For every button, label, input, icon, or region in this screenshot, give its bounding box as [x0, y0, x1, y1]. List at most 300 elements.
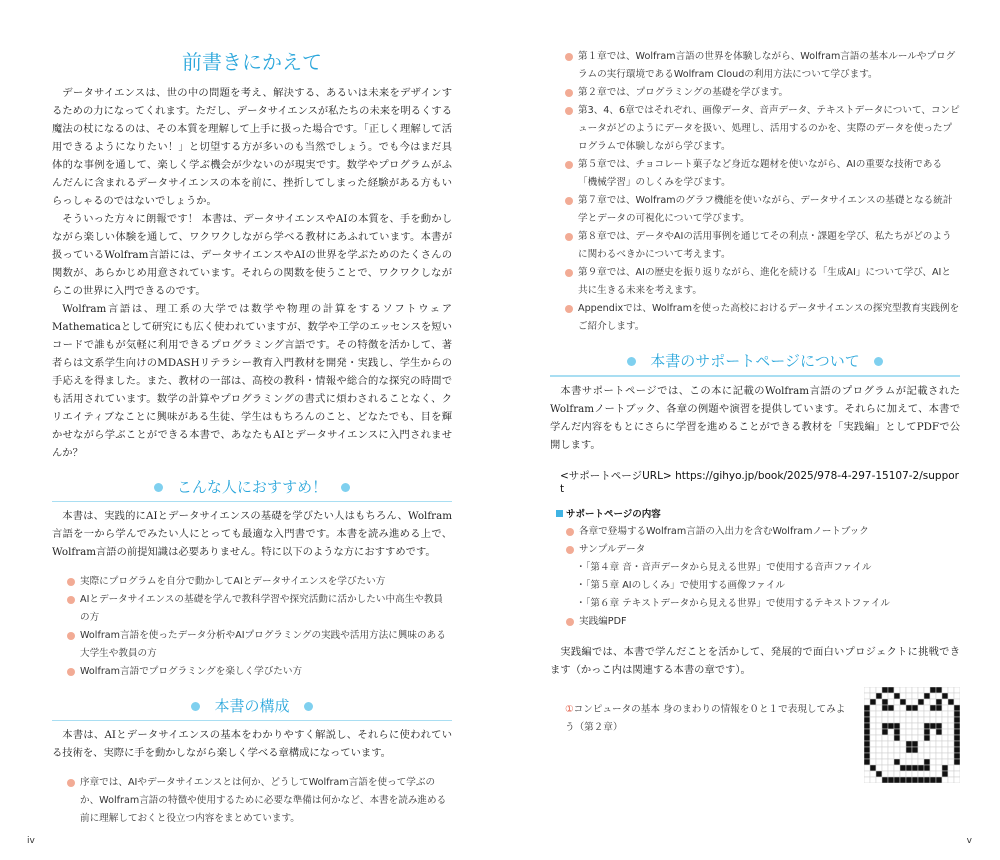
pixel-cell [906, 765, 912, 771]
support-heading [550, 350, 960, 377]
pixel-cell [870, 717, 876, 723]
pixel-cell [882, 711, 888, 717]
list-item: 第９章では、AIの歴史を振り返りながら、進化を続ける「生成AI」について学び、AIと共に生きる未来を考えます。 [565, 264, 960, 300]
pixel-cell [918, 729, 924, 735]
pixel-cell [912, 717, 918, 723]
pixel-cell [906, 687, 912, 693]
pixel-cell [906, 759, 912, 765]
pixel-cell [906, 699, 912, 705]
pixel-cell [900, 735, 906, 741]
pixel-cell [876, 729, 882, 735]
pixel-cell [924, 759, 930, 765]
pixel-cell [888, 735, 894, 741]
pixel-cell [918, 717, 924, 723]
pixel-cell [870, 687, 876, 693]
pixel-cell [942, 777, 948, 783]
bullet-icon [565, 269, 573, 277]
pixel-cell [918, 741, 924, 747]
pixel-cell [918, 687, 924, 693]
pixel-cell [948, 699, 954, 705]
pixel-cell [876, 723, 882, 729]
pixel-cell [936, 777, 942, 783]
pixel-cell [918, 765, 924, 771]
pixel-cell [900, 693, 906, 699]
pixel-cell [894, 717, 900, 723]
pixel-cell [918, 747, 924, 753]
pixel-cell [900, 699, 906, 705]
pixel-cell [942, 729, 948, 735]
pixel-cell [924, 771, 930, 777]
pixel-cell [930, 705, 936, 711]
pixel-cell [894, 699, 900, 705]
pixel-cell [876, 717, 882, 723]
pixel-cell [948, 759, 954, 765]
pixel-cell [882, 723, 888, 729]
pixel-cell [948, 705, 954, 711]
pixel-cell [870, 735, 876, 741]
pixel-cell [924, 741, 930, 747]
pixel-cell [900, 771, 906, 777]
recommend-heading [52, 476, 452, 502]
pixel-cell [936, 753, 942, 759]
pixel-cell [918, 759, 924, 765]
pixel-cell [900, 753, 906, 759]
pixel-cell [918, 693, 924, 699]
pixel-cell [918, 723, 924, 729]
list-item: Wolfram言語でプログラミングを楽しく学びたい方 [67, 663, 452, 681]
structure-list [67, 774, 452, 828]
pixel-cell [888, 699, 894, 705]
pixel-cell [912, 771, 918, 777]
pixel-cell [942, 687, 948, 693]
pixel-cell [906, 735, 912, 741]
dot-icon [627, 357, 636, 366]
pixel-cell [912, 687, 918, 693]
pixel-cell [894, 747, 900, 753]
pixel-cell [888, 687, 894, 693]
bullet-icon [565, 107, 573, 115]
pixel-cell [948, 729, 954, 735]
pixel-cell [864, 765, 870, 771]
bullet-icon [566, 528, 574, 536]
pixel-cell [954, 777, 960, 783]
bullet-icon [566, 618, 574, 626]
bullet-icon [67, 596, 75, 604]
pixel-cell [876, 777, 882, 783]
support-paragraph: 本書サポートページでは、この本に記載のWolfram言語のプログラムが記載されたWolframノートブック、各章の例題や演習を提供しています。それらに加えて、本書で学んだ内容をもとにさらに学習を進めることができる教材を「実践編」としてPDFで公開します。 [550, 385, 960, 451]
pixel-cell [906, 729, 912, 735]
pixel-cell [954, 729, 960, 735]
pixel-cell [888, 711, 894, 717]
bullet-icon [67, 578, 75, 586]
list-item: 第１章では、Wolfram言語の世界を体験しながら、Wolfram言語の基本ルールやプログラムの実行環境であるWolfram Cloudの利用方法について学びます。 [565, 48, 960, 84]
pixel-cell [912, 741, 918, 747]
pixel-cell [900, 759, 906, 765]
right-page [500, 0, 1000, 860]
pixel-cell [906, 777, 912, 783]
pixel-cell [864, 759, 870, 765]
pixel-cell [918, 711, 924, 717]
pixel-cell [900, 765, 906, 771]
pixel-cell [912, 753, 918, 759]
pixel-cell [882, 693, 888, 699]
pixel-cell [924, 705, 930, 711]
list-item: Wolfram言語を使ったデータ分析やAIプログラミングの実践や活用方法に興味のある大学生や教員の方 [67, 627, 452, 663]
pixel-cell [930, 759, 936, 765]
pixel-cell [882, 687, 888, 693]
pixel-cell [954, 771, 960, 777]
pixel-cell [912, 765, 918, 771]
pixel-cell [948, 753, 954, 759]
pixel-cell [900, 729, 906, 735]
pixel-cell [882, 699, 888, 705]
pixel-cell [912, 777, 918, 783]
pixel-cell [918, 777, 924, 783]
pixel-cell [924, 711, 930, 717]
pixel-cell [912, 711, 918, 717]
page-number-right: v [966, 836, 972, 846]
pixel-cell [930, 741, 936, 747]
pixel-cell [876, 765, 882, 771]
dot-icon [154, 483, 163, 492]
pixel-cell [930, 729, 936, 735]
pixel-cell [912, 723, 918, 729]
pixel-cell [948, 771, 954, 777]
bullet-icon [565, 305, 573, 313]
pixel-cell [918, 705, 924, 711]
pixel-cell [948, 735, 954, 741]
pixel-cell [942, 771, 948, 777]
pixel-cell [888, 723, 894, 729]
pixel-cell [876, 753, 882, 759]
pixel-cell [936, 759, 942, 765]
pixel-cell [942, 711, 948, 717]
pixel-cell [924, 735, 930, 741]
pixel-cell [870, 723, 876, 729]
pixel-cell [870, 711, 876, 717]
pixel-cell [912, 693, 918, 699]
pixel-cell [900, 717, 906, 723]
pixel-cell [912, 747, 918, 753]
pixel-cell [954, 753, 960, 759]
dot-icon [304, 702, 313, 711]
pixel-cell [882, 735, 888, 741]
pixel-cell [870, 741, 876, 747]
pixel-cell [954, 723, 960, 729]
pixel-cell [954, 699, 960, 705]
pixel-cell [930, 717, 936, 723]
pixel-cell [930, 735, 936, 741]
pixel-cell [876, 771, 882, 777]
practice-paragraph: 実践編では、本書で学んだことを活かして、発展的で面白いプロジェクトに挑戦できます（かっこ内は関連する本書の章です）。 [550, 646, 960, 676]
pixel-cell [936, 771, 942, 777]
list-item: 第２章では、プログラミングの基礎を学びます。 [565, 84, 960, 102]
pixel-cell [924, 699, 930, 705]
pixel-cell [930, 765, 936, 771]
dot-icon [874, 357, 883, 366]
structure-heading-text: 本書の構成 [214, 697, 290, 715]
pixel-cell [894, 735, 900, 741]
pixel-cell [936, 699, 942, 705]
list-item: Appendixでは、Wolframを使った高校におけるデータサイエンスの探究型教育実践例をご紹介します。 [565, 300, 960, 336]
pixel-cell [870, 753, 876, 759]
pixel-cell [954, 693, 960, 699]
pixel-cell [942, 741, 948, 747]
pixel-cell [894, 711, 900, 717]
pixel-cell [882, 705, 888, 711]
pixel-cell [936, 693, 942, 699]
pixel-cell [942, 759, 948, 765]
page-title: 前書きにかえて [182, 50, 322, 74]
pixel-cell [954, 759, 960, 765]
pixel-cell [924, 723, 930, 729]
pixel-cell [906, 771, 912, 777]
pixel-cell [912, 705, 918, 711]
pixel-cell [912, 735, 918, 741]
pixel-cell [888, 717, 894, 723]
pixel-cell [888, 741, 894, 747]
pixel-cell [864, 729, 870, 735]
project-number: ① [565, 704, 574, 715]
pixel-cell [894, 723, 900, 729]
support-contents-heading: サポートページの内容 [556, 507, 960, 523]
pixel-cell [942, 747, 948, 753]
sample-data-item: ・「第４章 音・音声データから見える世界」で使用する音声ファイル [576, 562, 872, 573]
pixel-cell [882, 747, 888, 753]
pixel-cell [936, 729, 942, 735]
pixel-cell [942, 717, 948, 723]
pixel-cell [936, 711, 942, 717]
pixel-cell [894, 771, 900, 777]
pixel-cell [882, 765, 888, 771]
pixel-cell [888, 693, 894, 699]
pixel-cell [864, 747, 870, 753]
support-heading-text: 本書のサポートページについて [650, 352, 860, 370]
pixel-cell [930, 723, 936, 729]
intro-paragraph-2: そういった方々に朗報です！ 本書は、データサイエンスやAIの本質を、手を動かしながら楽しい体験を通して、ワクワクしながら学べる教材にあふれています。本書が扱っているWolfram言語には、データサイエンスやAIの世界を学ぶためのたくさんの関数が、あらかじめ用意されています。それらの関数を使うことで、ワクワクしながらこの世界に入門できるのです。 [52, 213, 452, 297]
pixel-cell [930, 771, 936, 777]
pixel-cell [864, 711, 870, 717]
pixel-cell [936, 705, 942, 711]
pixel-cell [906, 753, 912, 759]
pixel-cell [864, 753, 870, 759]
pixel-cell [930, 777, 936, 783]
pixel-cell [906, 717, 912, 723]
pixel-cell [936, 765, 942, 771]
pixel-cell [948, 777, 954, 783]
pixel-cell [894, 759, 900, 765]
pixel-cell [942, 735, 948, 741]
pixel-cell [924, 747, 930, 753]
pixel-cell [876, 699, 882, 705]
pixel-cell [954, 717, 960, 723]
pixel-cell [870, 705, 876, 711]
dot-icon [191, 702, 200, 711]
pixel-cell [900, 711, 906, 717]
pixel-cell [864, 687, 870, 693]
pixel-cell [864, 723, 870, 729]
pixel-cell [894, 693, 900, 699]
pixel-cell [924, 687, 930, 693]
pixel-cell [954, 747, 960, 753]
pixel-cell [942, 699, 948, 705]
pixel-cell [882, 759, 888, 765]
pixel-cell [930, 747, 936, 753]
support-url-label: <サポートページURL> [560, 470, 672, 482]
pixel-cell [930, 687, 936, 693]
list-item: AIとデータサイエンスの基礎を学んで教科学習や探究活動に活かしたい中高生や教員の方 [67, 591, 452, 627]
pixel-cell [948, 693, 954, 699]
pixel-cell [876, 735, 882, 741]
pixel-cell [864, 717, 870, 723]
bullet-icon [67, 632, 75, 640]
pixel-cell [882, 729, 888, 735]
pixel-cell [954, 765, 960, 771]
intro-paragraph-3: Wolfram言語は、理工系の大学では数学や物理の計算をするソフトウェアMathematicaとして研究にも広く使われていますが、数学や工学のエッセンスを短いコードで誰もが気軽に利用できるプログラミング言語です。その特徴を活かして、著者らは文系学生向けのMDASHリテラシー教育入門教材を開発・実践し、学生からの手応えを得ました。また、教材の一部は、高校の教科・情報や総合的な探究の時間でも活用されています。数学の計算やプログラミングの書式に煩わされることなく、クリエイティブなことに興味がある生徒、学生はもちろんのこと、どなたでも、目を輝かせながら学ぶことができる本書で、あなたもAIとデータサイエンスに入門されませんか？ [52, 303, 452, 459]
bullet-icon [565, 53, 573, 61]
support-contents-list [566, 523, 960, 631]
pixel-cell [894, 687, 900, 693]
pixel-cell [948, 765, 954, 771]
project-1-text: コンピュータの基本 身のまわりの情報を０と１で表現してみよう（第２章） [565, 704, 846, 733]
list-item: 第3、4、6章ではそれぞれ、画像データ、音声データ、テキストデータについて、コンピュータがどのようにデータを扱い、処理し、活用するのかを、実際のデータを使ったプログラムで体験しながら学びます。 [565, 102, 960, 156]
pixel-cell [894, 777, 900, 783]
pixel-cell [864, 741, 870, 747]
recommend-paragraph: 本書は、実践的にAIとデータサイエンスの基礎を学びたい人はもちろん、Wolfram言語を一から学んでみたい人にとっても最適な入門書です。本書を読み進める上で、Wolfram言語の前提知識は必要ありません。特に以下のような方におすすめです。 [52, 510, 452, 558]
pixel-cell [876, 687, 882, 693]
pixel-cell [906, 723, 912, 729]
pixel-cell [954, 741, 960, 747]
pixel-cell [870, 747, 876, 753]
pixel-cell [906, 693, 912, 699]
pixel-cell [924, 717, 930, 723]
pixel-cell [864, 777, 870, 783]
pixel-cell [900, 777, 906, 783]
pixel-cat-face-image [864, 687, 960, 783]
pixel-cell [894, 705, 900, 711]
pixel-cell [900, 747, 906, 753]
pixel-cell [918, 699, 924, 705]
square-icon [556, 510, 563, 517]
pixel-cell [936, 735, 942, 741]
pixel-cell [888, 753, 894, 759]
pixel-cell [906, 711, 912, 717]
pixel-cell [876, 759, 882, 765]
pixel-cell [954, 687, 960, 693]
pixel-cell [942, 705, 948, 711]
pixel-cell [912, 759, 918, 765]
bullet-icon [566, 546, 574, 554]
project-1 [550, 687, 854, 737]
project-row [550, 687, 960, 783]
pixel-cell [954, 711, 960, 717]
pixel-cell [942, 765, 948, 771]
bullet-icon [67, 779, 75, 787]
pixel-cell [936, 747, 942, 753]
pixel-cell [882, 771, 888, 777]
pixel-cell [948, 741, 954, 747]
pixel-cell [924, 765, 930, 771]
pixel-cell [888, 771, 894, 777]
pixel-cell [888, 777, 894, 783]
pixel-cell [888, 759, 894, 765]
sample-data-item: ・「第５章 AIのしくみ」で使用する画像ファイル [576, 580, 785, 591]
pixel-cell [924, 777, 930, 783]
pixel-cell [870, 771, 876, 777]
pixel-cell [864, 771, 870, 777]
pixel-cell [900, 705, 906, 711]
pixel-cell [906, 705, 912, 711]
list-item: 第８章では、データやAIの活用事例を通じてその利点・課題を学び、私たちがどのように関わるべきかについて考えます。 [565, 228, 960, 264]
pixel-cell [864, 699, 870, 705]
bullet-icon [565, 89, 573, 97]
intro-paragraph-1: データサイエンスは、世の中の問題を考え、解決する、あるいは未来をデザインするための力になってくれます。ただし、データサイエンスが私たちの未来を明るくする魔法の杖になるのは、その本質を理解して上手に扱った場合です。「正しく理解して活用できるようになりたい！」と切望する方が多いのも当然でしょう。でも今はまだ具体的な事例を通して、楽しく学ぶ機会が少ないのが現実です。数学やプログラムがふんだんに含まれるデータサイエンスの本を前に、挫折してしまった経験がある方もいらっしゃるのではないでしょうか。 [52, 87, 452, 207]
pixel-cell [900, 723, 906, 729]
list-item: 実践編PDF [566, 613, 960, 631]
pixel-cell [888, 729, 894, 735]
pixel-cell [888, 705, 894, 711]
pixel-cell [882, 753, 888, 759]
pixel-cell [942, 693, 948, 699]
pixel-cell [864, 693, 870, 699]
bullet-icon [565, 233, 573, 241]
pixel-cell [942, 753, 948, 759]
pixel-cell [894, 741, 900, 747]
pixel-cell [930, 711, 936, 717]
bullet-icon [565, 197, 573, 205]
dot-icon [341, 483, 350, 492]
pixel-cell [948, 711, 954, 717]
pixel-cell [876, 693, 882, 699]
intro-text [52, 84, 452, 462]
list-item: 各章で登場するWolfram言語の入出力を含むWolframノートブック [566, 523, 960, 541]
support-url-line [560, 468, 960, 495]
pixel-cell [894, 765, 900, 771]
pixel-cell [906, 741, 912, 747]
pixel-cell [870, 699, 876, 705]
pixel-cell [948, 687, 954, 693]
pixel-cell [924, 729, 930, 735]
list-item: 第７章では、Wolframのグラフ機能を使いながら、データサイエンスの基礎となる統計学とデータの可視化について学びます。 [565, 192, 960, 228]
pixel-cell [864, 705, 870, 711]
pixel-cell [924, 693, 930, 699]
pixel-cell [876, 705, 882, 711]
pixel-cell [876, 711, 882, 717]
bullet-icon [67, 668, 75, 676]
chapter-list [565, 48, 960, 336]
pixel-cell [870, 693, 876, 699]
pixel-cell [894, 729, 900, 735]
page-number-left: iv [27, 836, 35, 846]
pixel-cell [870, 759, 876, 765]
sample-data-item: ・「第６章 テキストデータから見える世界」で使用するテキストファイル [576, 598, 890, 609]
structure-heading [52, 695, 452, 721]
pixel-cell [924, 753, 930, 759]
support-url-link[interactable]: https://gihyo.jp/book/2025/978-4-297-15107-2/support [560, 470, 959, 495]
pixel-cell [876, 741, 882, 747]
list-item: 序章では、AIやデータサイエンスとは何か、どうしてWolfram言語を使って学ぶのか、Wolfram言語の特徴や使用するために必要な準備は何かなど、本書を読み進める前に理解しておくと役立つ内容をまとめています。 [67, 774, 452, 828]
pixel-cell [882, 777, 888, 783]
pixel-cell [918, 771, 924, 777]
list-item: サンプルデータ [566, 541, 960, 559]
pixel-cell [936, 717, 942, 723]
pixel-cell [900, 687, 906, 693]
pixel-cell [864, 735, 870, 741]
pixel-cell [948, 717, 954, 723]
pixel-cell [888, 747, 894, 753]
pixel-cell [954, 735, 960, 741]
pixel-cell [948, 723, 954, 729]
